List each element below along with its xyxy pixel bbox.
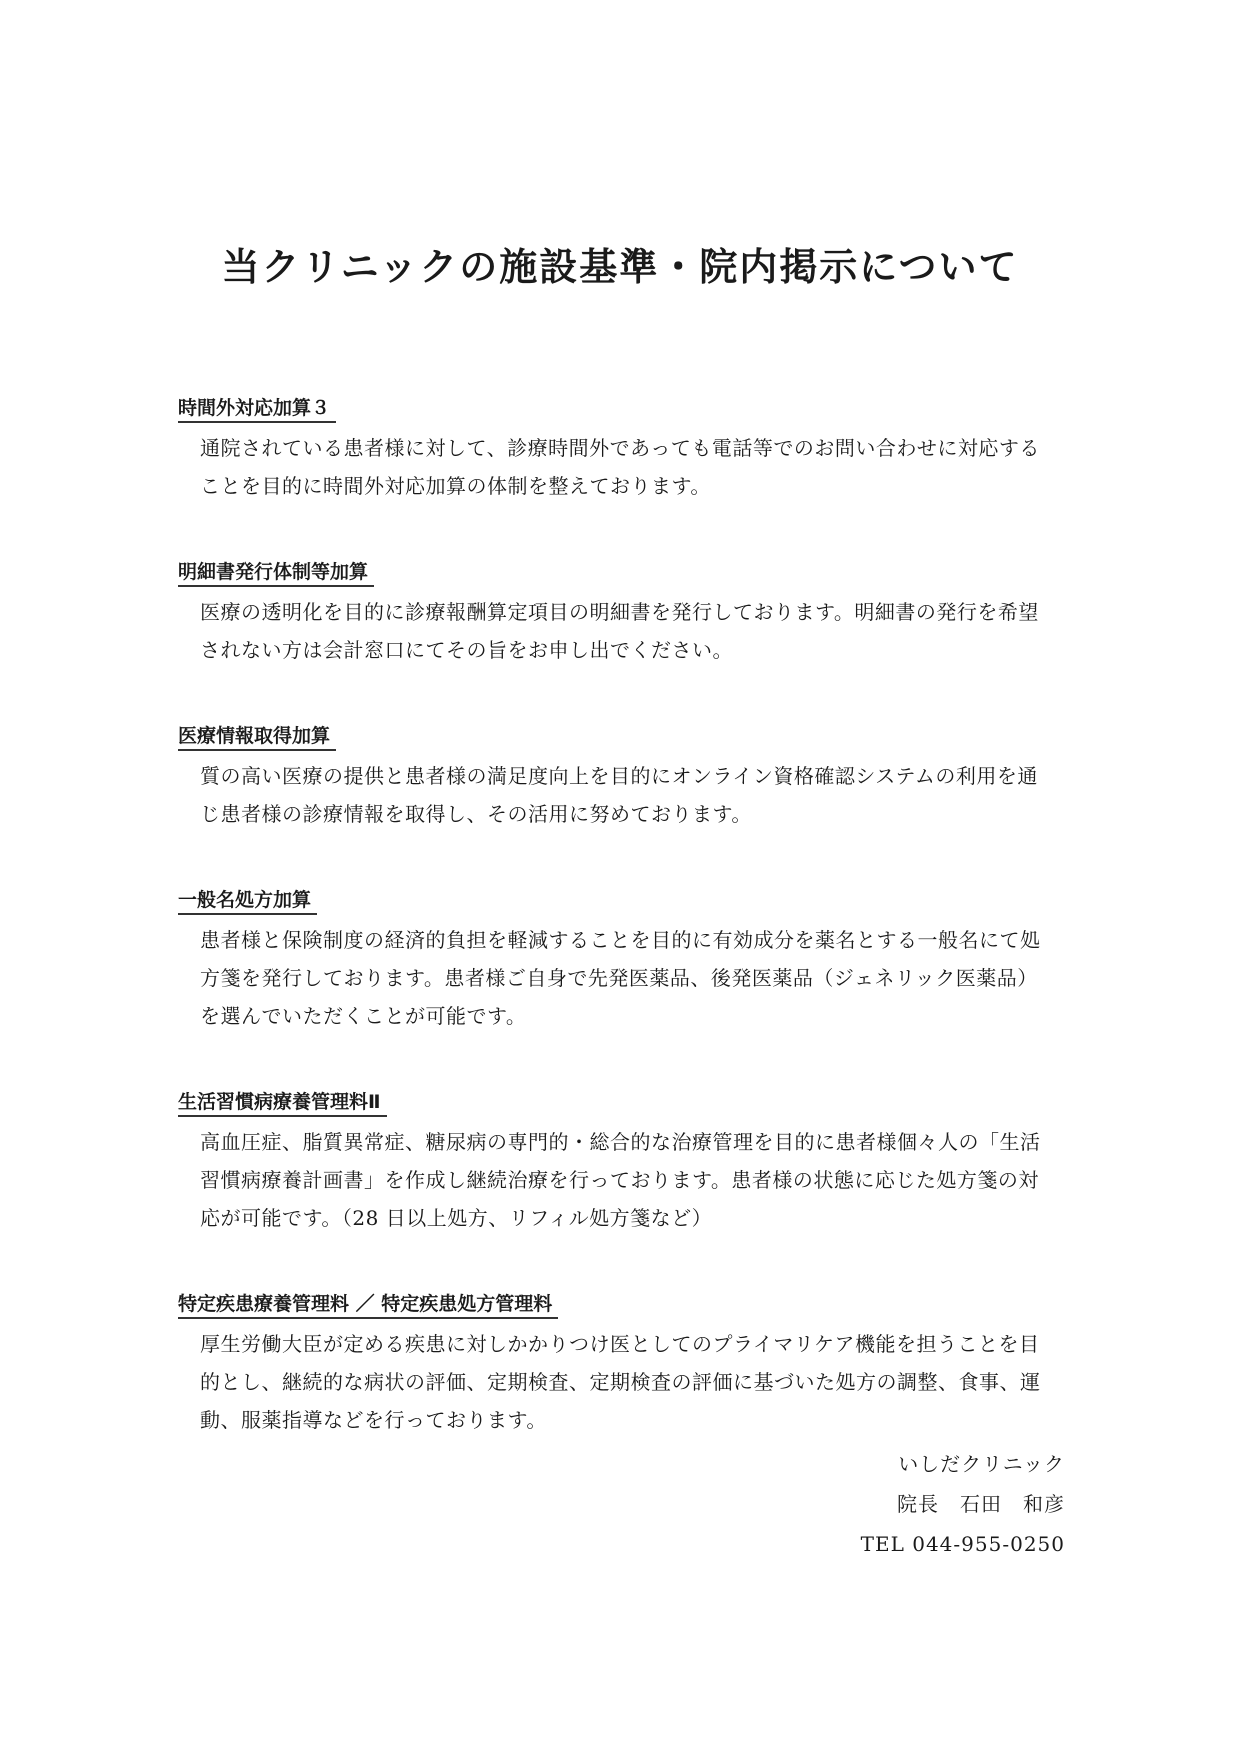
section-after-hours [178, 395, 1058, 505]
section-heading: 生活習慣病療養管理料Ⅱ [178, 1089, 387, 1117]
section-text: 高血圧症、脂質異常症、糖尿病の専門的・総合的な治療管理を目的に患者様個々人の「生活習慣病療養計画書」を作成し継続治療を行っております。患者様の状態に応じた処方箋の対応が可能です。（28 日以上処方、リフィル処方箋など） [200, 1130, 1041, 1230]
section-heading: 時間外対応加算３ [178, 395, 336, 423]
notice-sections [178, 395, 1058, 1493]
section-text: 厚生労働大臣が定める疾患に対しかかりつけ医としてのプライマリケア機能を担うことを目的とし、継続的な病状の評価、定期検査、定期検査の評価に基づいた処方の調整、食事、運動、服薬指導などを行っております。 [200, 1332, 1041, 1432]
director-name: 院長 石田 和彦 [897, 1492, 1065, 1516]
page-title: 当クリニックの施設基準・院内掲示について [221, 244, 1019, 290]
section-lifestyle-disease [178, 1089, 1058, 1237]
section-heading: 明細書発行体制等加算 [178, 559, 374, 587]
clinic-signature [861, 1444, 1065, 1564]
phone-number: TEL 044-955-0250 [860, 1532, 1065, 1556]
section-text: 患者様と保険制度の経済的負担を軽減することを目的に有効成分を薬名とする一般名にて処方箋を発行しております。患者様ご自身で先発医薬品、後発医薬品（ジェネリック医薬品）を選んでいただくことが可能です。 [200, 928, 1041, 1028]
section-heading: 特定疾患療養管理料 ／ 特定疾患処方管理料 [178, 1291, 558, 1319]
section-medical-info [178, 723, 1058, 833]
section-specific-disease [178, 1291, 1058, 1439]
section-text: 医療の透明化を目的に診療報酬算定項目の明細書を発行しております。明細書の発行を希望されない方は会計窓口にてその旨をお申し出でください。 [200, 600, 1039, 662]
section-heading: 一般名処方加算 [178, 887, 317, 915]
section-text: 質の高い医療の提供と患者様の満足度向上を目的にオンライン資格確認システムの利用を通じ患者様の診療情報を取得し、その活用に努めております。 [200, 764, 1038, 826]
section-generic-prescription [178, 887, 1058, 1035]
section-heading: 医療情報取得加算 [178, 723, 336, 751]
clinic-name: いしだクリニック [898, 1452, 1065, 1476]
section-text: 通院されている患者様に対して、診療時間外であっても電話等でのお問い合わせに対応することを目的に時間外対応加算の体制を整えております。 [200, 436, 1040, 498]
section-itemized-statement [178, 559, 1058, 669]
